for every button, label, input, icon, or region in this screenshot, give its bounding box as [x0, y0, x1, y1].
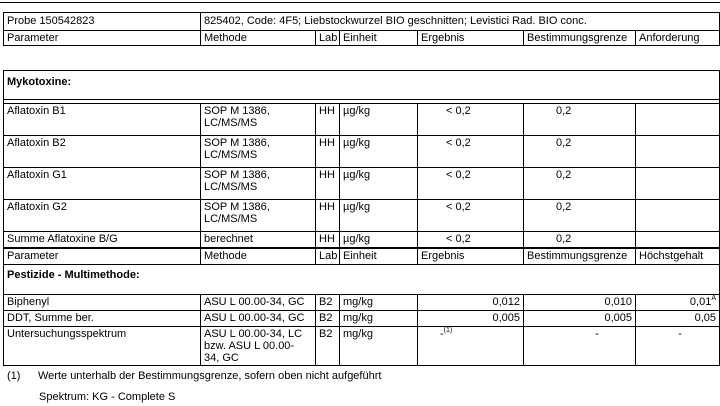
unit-cell: mg/kg [340, 327, 418, 366]
lab-cell: HH [316, 200, 340, 232]
limit-value: 0,2 [556, 169, 572, 181]
result-value: < 0,2 [446, 233, 471, 245]
top-rule [0, 2, 720, 3]
header-unit: Einheit [340, 249, 418, 265]
header-parameter: Parameter [4, 249, 201, 265]
header-lab: Lab [316, 31, 340, 46]
max-level-cell: 0,05 [636, 311, 720, 327]
result-value: < 0,2 [446, 105, 471, 117]
pesticides-table [3, 248, 720, 366]
table-row [4, 232, 720, 248]
column-header-row [4, 31, 720, 46]
lab-cell: HH [316, 232, 340, 248]
header-method: Methode [201, 31, 316, 46]
result-cell [418, 232, 524, 248]
parameter-cell: Summe Aflatoxine B/G [4, 232, 201, 248]
method-cell: SOP M 1386, LC/MS/MS [201, 168, 316, 200]
sample-description: 825402, Code: 4F5; Liebstockwurzel BIO geschnitten; Levistici Rad. BIO conc. [201, 13, 720, 31]
unit-cell: µg/kg [340, 232, 418, 248]
lab-cell: HH [316, 104, 340, 136]
lab-cell: B2 [316, 295, 340, 311]
method-cell: SOP M 1386, LC/MS/MS [201, 104, 316, 136]
lab-cell: HH [316, 136, 340, 168]
unit-cell: µg/kg [340, 136, 418, 168]
unit-cell: mg/kg [340, 295, 418, 311]
table-row [4, 327, 720, 366]
max-level-cell [636, 295, 720, 311]
result-cell [418, 327, 524, 366]
method-cell: SOP M 1386, LC/MS/MS [201, 136, 316, 168]
header-lab: Lab [316, 249, 340, 265]
result-value: - [440, 328, 444, 340]
max-level-cell: - [636, 327, 720, 366]
sample-row [4, 13, 720, 31]
result-cell [418, 168, 524, 200]
limit-value: 0,2 [556, 233, 572, 245]
lab-cell: B2 [316, 327, 340, 366]
table-row [4, 295, 720, 311]
parameter-cell: Aflatoxin G1 [4, 168, 201, 200]
result-value: < 0,2 [446, 201, 471, 213]
section-title-row [4, 265, 720, 295]
requirement-cell [636, 168, 720, 200]
limit-cell: 0,010 [524, 295, 636, 311]
table-row [4, 168, 720, 200]
limit-value: 0,2 [556, 201, 572, 213]
table-row [4, 136, 720, 168]
method-cell: berechnet [201, 232, 316, 248]
lab-cell: B2 [316, 311, 340, 327]
header-result: Ergebnis [418, 31, 524, 46]
header-result: Ergebnis [418, 249, 524, 265]
table-row [4, 104, 720, 136]
spectrum-note: Spektrum: KG - Complete S [39, 391, 176, 403]
header-requirement: Anforderung [636, 31, 720, 46]
header-unit: Einheit [340, 31, 418, 46]
result-cell: 0,012 [418, 295, 524, 311]
parameter-cell: Untersuchungsspektrum [4, 327, 201, 366]
parameter-cell: Biphenyl [4, 295, 201, 311]
limit-value: 0,2 [556, 105, 572, 117]
limit-cell: 0,005 [524, 311, 636, 327]
result-cell [418, 104, 524, 136]
method-cell: ASU L 00.00-34, LC bzw. ASU L 00.00-34, GC [201, 327, 316, 366]
result-cell [418, 200, 524, 232]
result-value: < 0,2 [446, 169, 471, 181]
result-footnote-mark: (1) [443, 327, 453, 334]
limit-cell [524, 104, 636, 136]
parameter-cell: Aflatoxin G2 [4, 200, 201, 232]
parameter-cell: Aflatoxin B2 [4, 136, 201, 168]
unit-cell: µg/kg [340, 104, 418, 136]
max-level-value: 0,01 [689, 296, 712, 308]
parameter-cell: DDT, Summe ber. [4, 311, 201, 327]
requirement-cell [636, 104, 720, 136]
sample-header-table [3, 12, 720, 46]
table-row [4, 311, 720, 327]
limit-cell: - [524, 327, 636, 366]
limit-cell [524, 168, 636, 200]
footnote-text: Werte unterhalb der Bestimmungsgrenze, sofern oben nicht aufgeführt [38, 370, 382, 382]
requirement-cell [636, 232, 720, 248]
result-cell: 0,005 [418, 311, 524, 327]
footnote-number: (1) [7, 370, 21, 382]
method-cell: SOP M 1386, LC/MS/MS [201, 200, 316, 232]
limit-cell [524, 232, 636, 248]
unit-cell: µg/kg [340, 168, 418, 200]
header-max-level: Höchstgehalt [636, 249, 720, 265]
max-level-footnote-mark: A [711, 295, 716, 302]
column-header-row [4, 249, 720, 265]
method-cell: ASU L 00.00-34, GC [201, 311, 316, 327]
limit-value: 0,2 [556, 137, 572, 149]
header-parameter: Parameter [4, 31, 201, 46]
header-limit: Bestimmungsgrenze [524, 249, 636, 265]
mycotoxins-title: Mykotoxine: [4, 71, 720, 100]
mycotoxins-table [3, 70, 720, 248]
result-cell [418, 136, 524, 168]
unit-cell: mg/kg [340, 311, 418, 327]
requirement-cell [636, 136, 720, 168]
header-method: Methode [201, 249, 316, 265]
table-row [4, 200, 720, 232]
method-cell: ASU L 00.00-34, GC [201, 295, 316, 311]
unit-cell: µg/kg [340, 200, 418, 232]
result-value: < 0,2 [446, 137, 471, 149]
requirement-cell [636, 200, 720, 232]
sample-label: Probe 150542823 [4, 13, 201, 31]
lab-cell: HH [316, 168, 340, 200]
parameter-cell: Aflatoxin B1 [4, 104, 201, 136]
limit-cell [524, 136, 636, 168]
limit-cell [524, 200, 636, 232]
pesticides-title: Pestizide - Multimethode: [4, 265, 720, 295]
section-title-row [4, 71, 720, 100]
header-limit: Bestimmungsgrenze [524, 31, 636, 46]
